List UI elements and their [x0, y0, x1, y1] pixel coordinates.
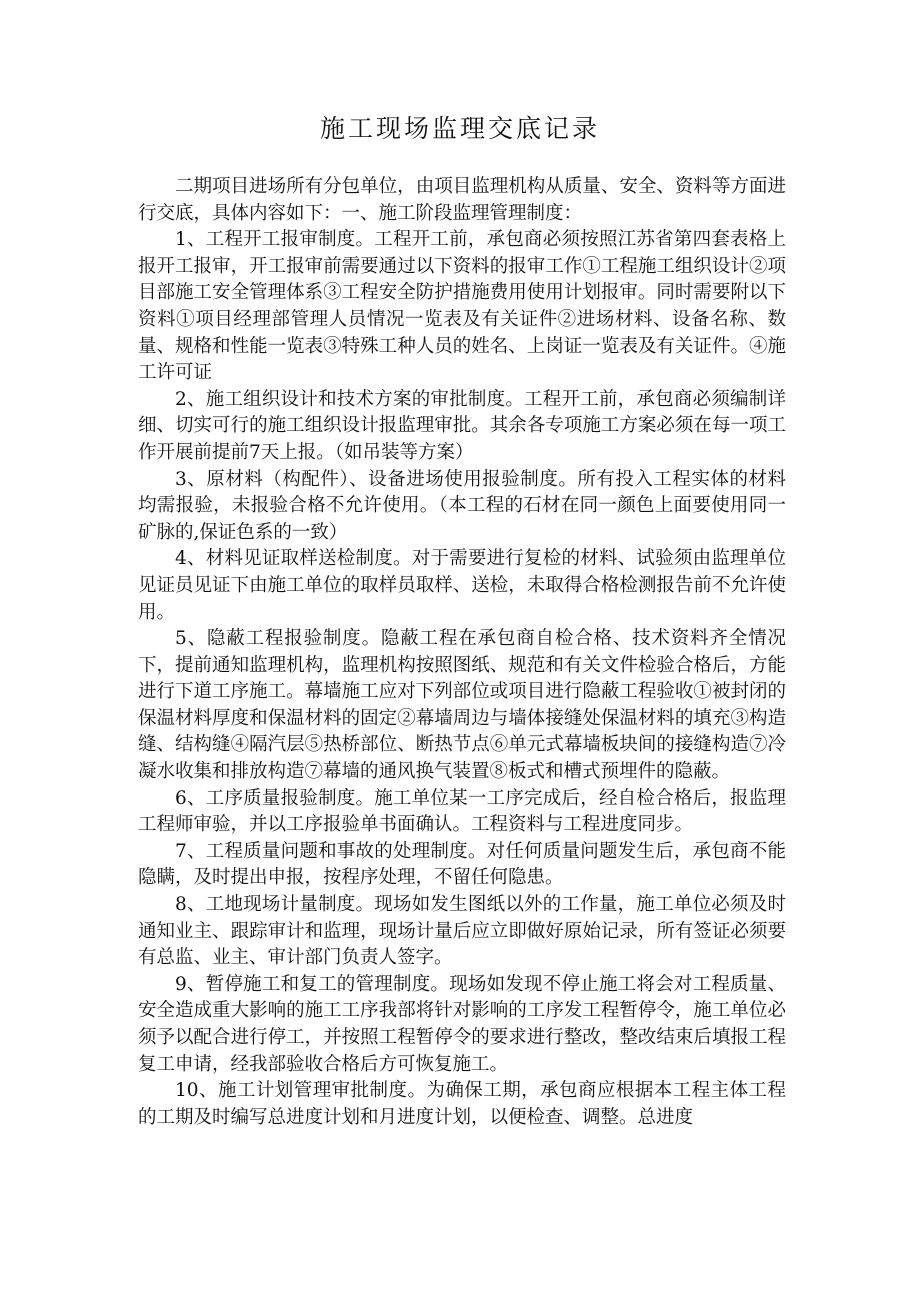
- rule-10-paragraph: 10、施工计划管理审批制度。为确保工期，承包商应根据本工程主体工程的工期及时编写总进度计划和月进度计划，以便检查、调整。总进度: [138, 1080, 786, 1128]
- document-title: 施工现场监理交底记录: [319, 114, 600, 143]
- rule-2-paragraph: 2、施工组织设计和技术方案的审批制度。工程开工前，承包商必须编制详细、切实可行的施工组织设计报监理审批。其余各专项施工方案必须在每一项工作开展前提前7天上报。（如吊装等方案）: [138, 388, 786, 463]
- rule-1-paragraph: 1、工程开工报审制度。工程开工前，承包商必须按照江苏省第四套表格上报开工报审，开工报审前需要通过以下资料的报审工作①工程施工组织设计②项目部施工安全管理体系③工程安全防护措施费用使用计划报审。同时需要附以下资料①项目经理部管理人员情况一览表及有关证件②进场材料、设备名称、数量、规格和性能一览表③特殊工种人员的姓名、上岗证一览表及有关证件。④施工许可证: [138, 229, 786, 384]
- rule-7-paragraph: 7、工程质量问题和事故的处理制度。对任何质量问题发生后，承包商不能隐瞒，及时提出申报，按程序处理，不留任何隐患。: [138, 840, 786, 889]
- rule-5-paragraph: 5、隐蔽工程报验制度。隐蔽工程在承包商自检合格、技术资料齐全情况下，提前通知监理机构，监理机构按照图纸、规范和有关文件检验合格后，方能进行下道工序施工。幕墙施工应对下列部位或项目进行隐蔽工程验收①被封闭的保温材料厚度和保温材料的固定②幕墙周边与墙体接缝处保温材料的填充③构造缝、结构缝④隔汽层⑤热桥部位、断热节点⑥单元式幕墙板块间的接缝构造⑦冷凝水收集和排放构造⑦幕墙的通风换气装置⑧板式和槽式预埋件的隐蔽。: [138, 628, 786, 783]
- rule-3-paragraph: 3、原材料（构配件）、设备进场使用报验制度。所有投入工程实体的材料均需报验，未报验合格不允许使用。（本工程的石材在同一颜色上面要使用同一矿脉的,保证色系的一致）: [138, 468, 786, 543]
- rule-9-paragraph: 9、暂停施工和复工的管理制度。现场如发现不停止施工将会对工程质量、安全造成重大影响的施工工序我部将针对影响的工序发工程暂停令，施工单位必须予以配合进行停工，并按照工程暂停令的要求进行整改，整改结束后填报工程复工申请，经我部验收合格后方可恢复施工。: [138, 973, 786, 1075]
- rule-6-paragraph: 6、工序质量报验制度。施工单位某一工序完成后，经自检合格后，报监理工程师审验，并以工序报验单书面确认。工程资料与工程进度同步。: [138, 787, 786, 836]
- rule-4-paragraph: 4、材料见证取样送检制度。对于需要进行复检的材料、试验须由监理单位见证员见证下由施工单位的取样员取样、送检，未取得合格检测报告前不允许使用。: [138, 548, 786, 623]
- intro-paragraph: 二期项目进场所有分包单位，由项目监理机构从质量、安全、资料等方面进行交底，具体内容如下：一、施工阶段监理管理制度：: [138, 176, 786, 224]
- document-body: [138, 174, 786, 1131]
- rule-8-paragraph: 8、工地现场计量制度。现场如发生图纸以外的工作量，施工单位必须及时通知业主、跟踪审计和监理，现场计量后应立即做好原始记录，所有签证必须要有总监、业主、审计部门负责人签字。: [138, 894, 786, 969]
